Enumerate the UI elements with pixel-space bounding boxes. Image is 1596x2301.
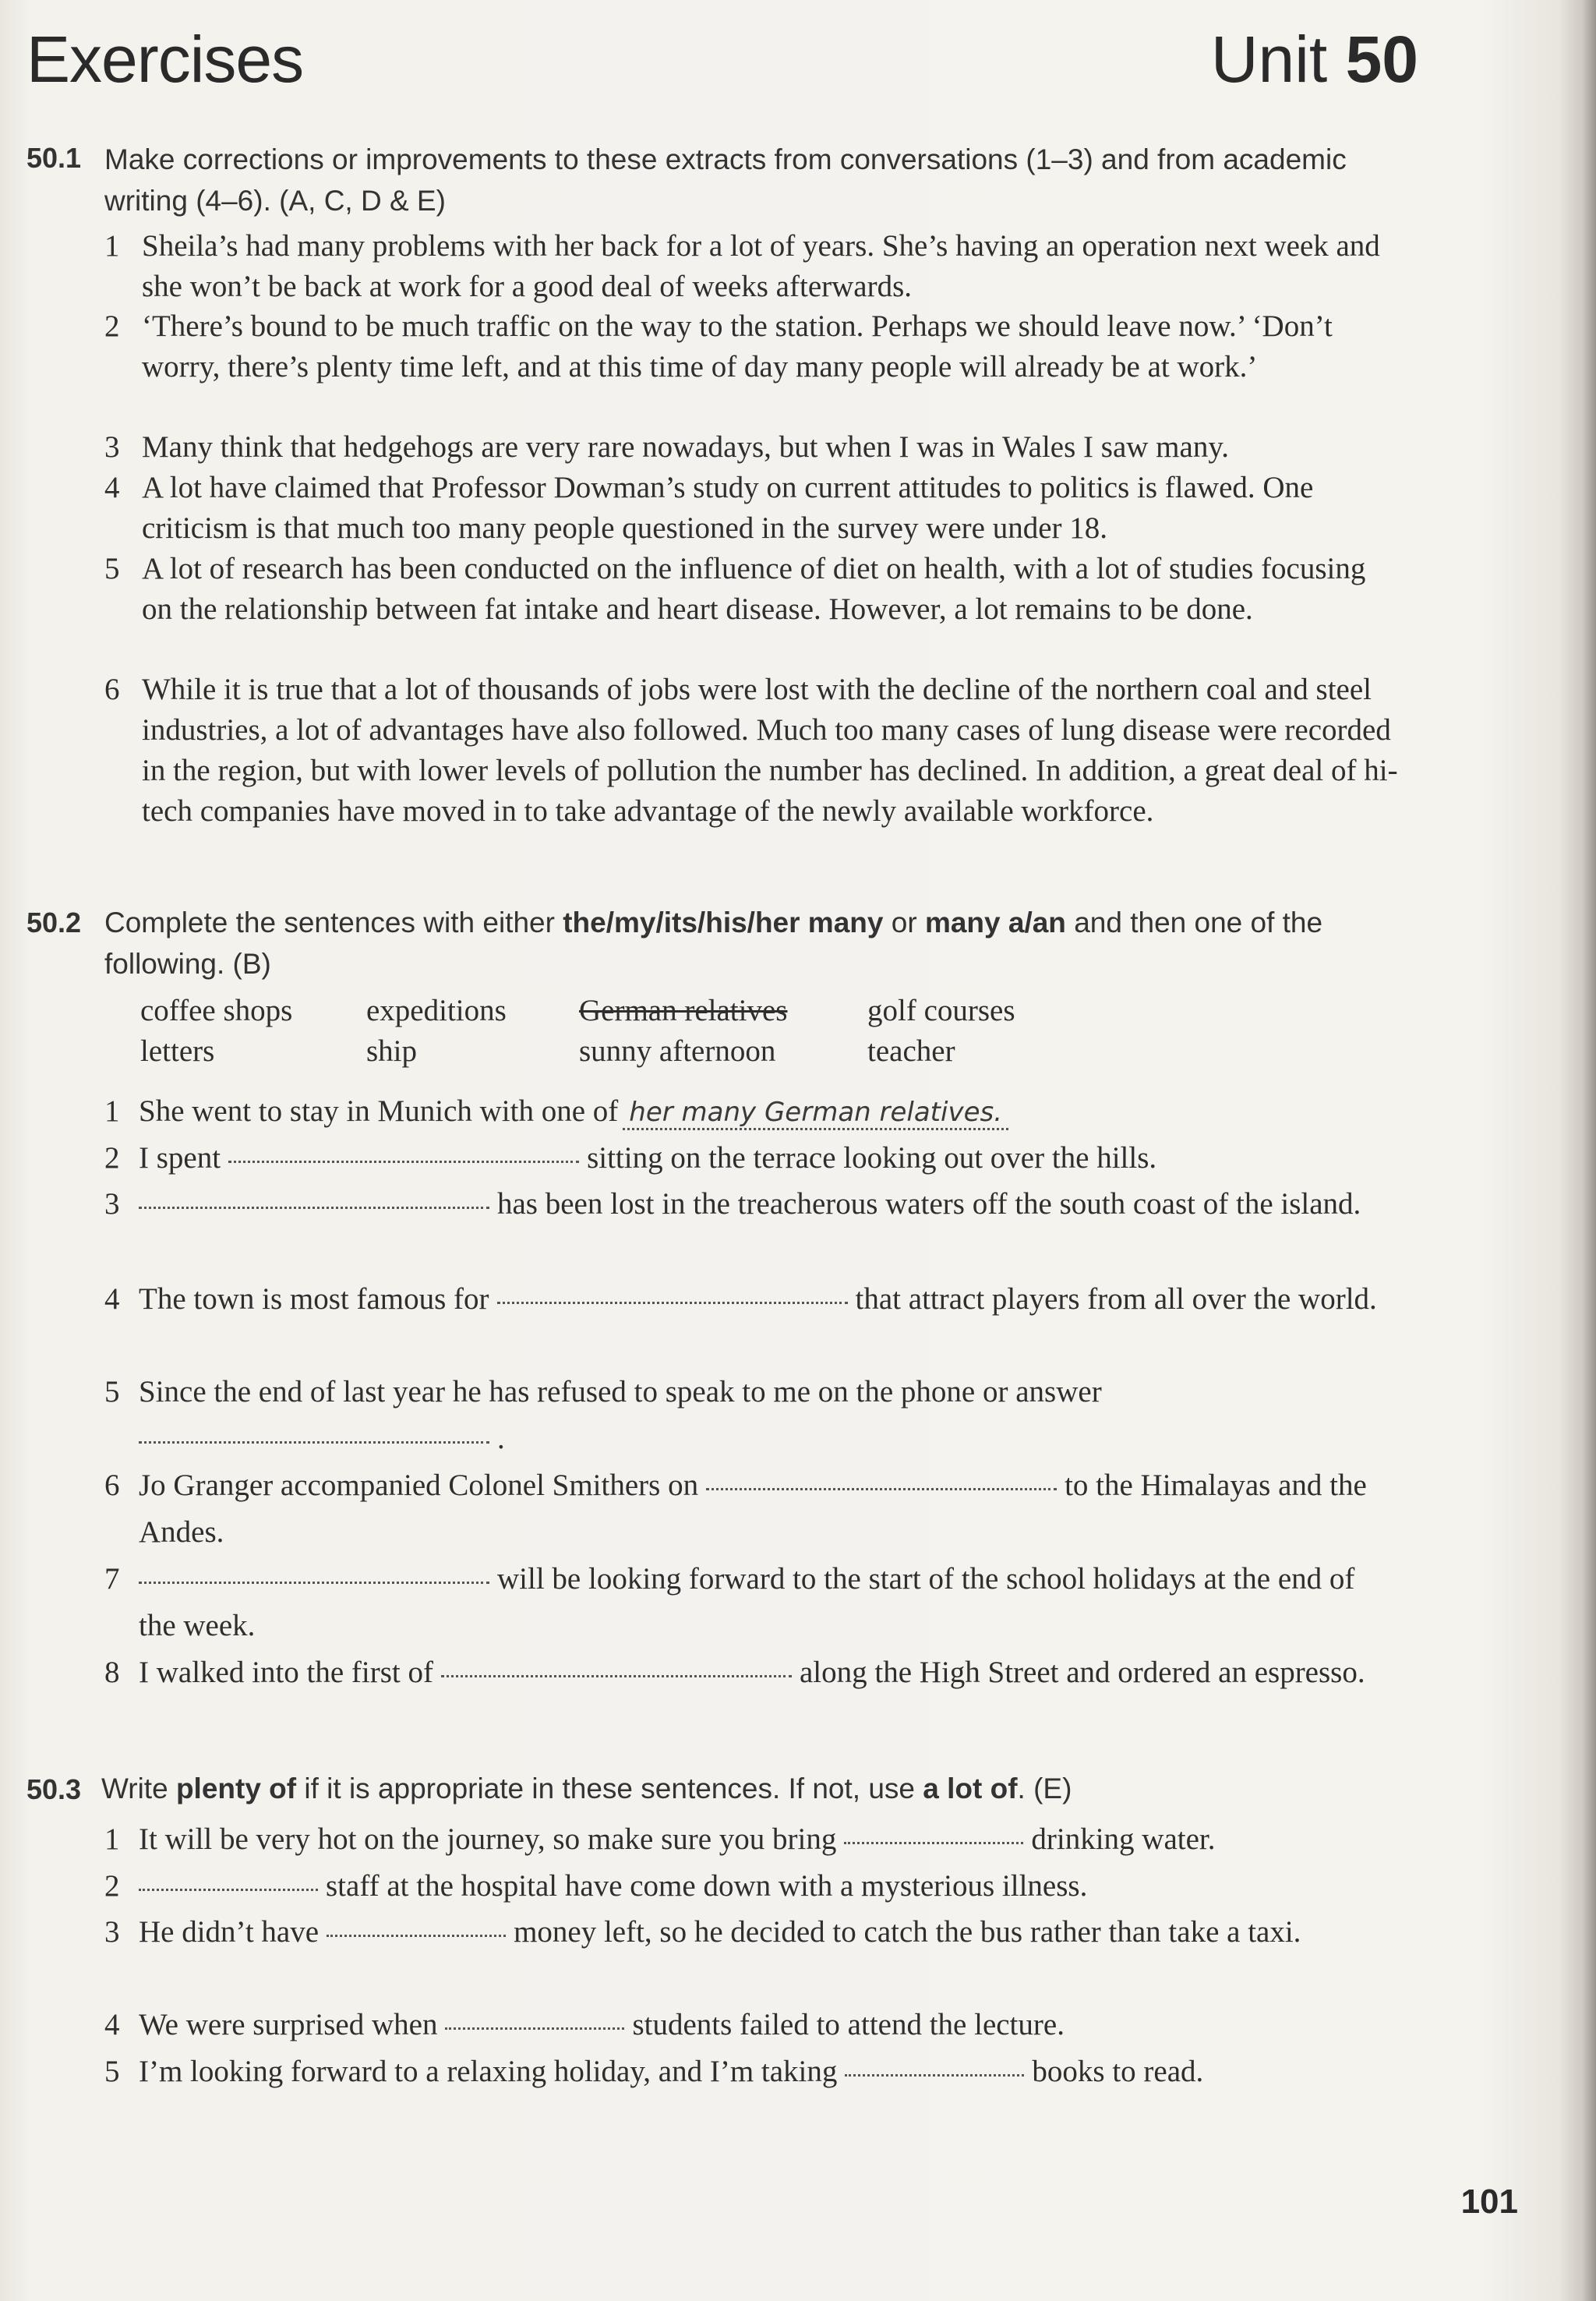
item-text: will be looking forward to the start of the school holidays at the end of the week. bbox=[139, 1562, 1355, 1642]
item-text: I’m looking forward to a relaxing holiday, and I’m taking bbox=[139, 2055, 838, 2088]
item-text: sitting on the terrace looking out over the hills. bbox=[587, 1141, 1157, 1175]
item-text: Sheila’s had many problems with her back for a lot of years. She’s having an operation next week and she won’t be back at work for a good deal of weeks afterwards. bbox=[142, 229, 1380, 303]
answer-blank[interactable] bbox=[845, 2074, 1024, 2077]
instruction-text: . (E) bbox=[1017, 1773, 1072, 1804]
list-item bbox=[104, 427, 1398, 468]
exercise-number: 50.3 bbox=[26, 1773, 82, 1805]
page-number: 101 bbox=[1460, 2183, 1518, 2221]
item-text: The town is most famous for bbox=[139, 1282, 489, 1316]
item-text: that attract players from all over the world. bbox=[855, 1282, 1377, 1316]
exercise-number: 50.2 bbox=[26, 907, 82, 938]
instruction-text: or bbox=[883, 907, 925, 938]
item-number: 4 bbox=[104, 1282, 120, 1316]
item-text: books to read. bbox=[1032, 2055, 1204, 2088]
word-option: ship bbox=[366, 1034, 418, 1068]
instruction-keyword: many a/an bbox=[924, 907, 1066, 938]
answer-blank[interactable] bbox=[139, 1207, 489, 1209]
item-text: drinking water. bbox=[1031, 1822, 1216, 1856]
item-number: 5 bbox=[104, 1375, 120, 1409]
list-item bbox=[104, 306, 1398, 387]
instruction-text: Complete the sentences with either bbox=[104, 907, 563, 938]
list-item bbox=[104, 1556, 1398, 1649]
item-number: 3 bbox=[104, 1915, 120, 1949]
word-option: sunny afternoon bbox=[579, 1034, 776, 1068]
item-text: It will be very hot on the journey, so make sure you bring bbox=[139, 1822, 837, 1856]
item-number: 5 bbox=[104, 552, 120, 585]
word-option: coffee shops bbox=[140, 994, 293, 1027]
word-option: letters bbox=[140, 1034, 215, 1068]
item-number: 2 bbox=[104, 1141, 120, 1175]
answer-blank[interactable] bbox=[139, 1582, 489, 1584]
item-text: students failed to attend the lecture. bbox=[632, 2008, 1065, 2041]
answer-blank[interactable] bbox=[445, 2027, 624, 2030]
list-item bbox=[104, 468, 1398, 549]
list-item bbox=[104, 1863, 1398, 1910]
item-number: 1 bbox=[104, 1822, 120, 1856]
instruction-text: and then one of the following. (B) bbox=[104, 907, 1323, 980]
item-number: 1 bbox=[104, 1094, 120, 1128]
item-number: 8 bbox=[104, 1656, 120, 1689]
list-item bbox=[104, 2002, 1398, 2048]
exercise-instruction bbox=[101, 1768, 1411, 1809]
list-item bbox=[104, 2048, 1398, 2095]
list-item bbox=[104, 1649, 1398, 1696]
item-number: 5 bbox=[104, 2055, 120, 2088]
list-item bbox=[104, 549, 1398, 630]
item-number: 3 bbox=[104, 430, 120, 464]
item-number: 3 bbox=[104, 1187, 120, 1221]
answer-blank[interactable] bbox=[228, 1161, 579, 1163]
item-text: Many think that hedgehogs are very rare nowadays, but when I was in Wales I saw many. bbox=[142, 430, 1230, 464]
item-text: I walked into the first of bbox=[139, 1656, 433, 1689]
unit-number: 50 bbox=[1345, 23, 1418, 96]
instruction-keyword: the/my/its/his/her many bbox=[563, 907, 884, 938]
item-text: money left, so he decided to catch the bus rather than take a taxi. bbox=[514, 1915, 1301, 1949]
item-number: 2 bbox=[104, 1869, 120, 1903]
exercise-instruction: Make corrections or improvements to these extracts from conversations (1–3) and from academic writing (4–6). (A, C, D & E) bbox=[104, 143, 1347, 217]
list-item bbox=[104, 1135, 1398, 1182]
item-number: 4 bbox=[104, 471, 120, 504]
word-option: expeditions bbox=[366, 994, 507, 1027]
item-number: 7 bbox=[104, 1562, 120, 1596]
list-item bbox=[104, 1816, 1398, 1863]
answer-field[interactable]: her many German relatives. bbox=[623, 1097, 1008, 1130]
item-text: has been lost in the treacherous waters off the south coast of the island. bbox=[497, 1187, 1361, 1221]
item-text: ‘There’s bound to be much traffic on the way to the station. Perhaps we should leave now.’ ‘Don’t worry, there’s plenty time left, and at this time of day many people will already be at work.’ bbox=[142, 309, 1333, 384]
unit-label: Unit bbox=[1210, 23, 1328, 96]
answer-blank[interactable] bbox=[327, 1935, 506, 1937]
word-option: teacher bbox=[867, 1034, 955, 1068]
item-text: He didn’t have bbox=[139, 1915, 320, 1949]
item-text: . bbox=[497, 1422, 505, 1455]
item-text: While it is true that a lot of thousands of jobs were lost with the decline of the northern coal and steel industries, a lot of advantages have also followed. Much too many cases of lung disease were recorded in the region, but with lower levels of pollution the number has declined. In addition, a great deal of hi-tech companies have moved in to take advantage of the newly available workforce. bbox=[142, 673, 1398, 828]
item-number: 1 bbox=[104, 229, 120, 263]
word-option-crossed-out: German relatives bbox=[579, 994, 788, 1027]
unit-heading bbox=[1211, 22, 1418, 97]
item-text: Since the end of last year he has refused to speak to me on the phone or answer bbox=[139, 1375, 1102, 1409]
list-item bbox=[104, 1181, 1398, 1228]
item-number: 4 bbox=[104, 2008, 120, 2041]
item-number: 6 bbox=[104, 1469, 120, 1502]
instruction-text: Write bbox=[101, 1773, 176, 1804]
list-item bbox=[104, 1276, 1398, 1323]
page-title: Exercises bbox=[26, 23, 304, 96]
list-item bbox=[104, 1462, 1398, 1556]
instruction-text: if it is appropriate in these sentences. If not, use bbox=[296, 1773, 923, 1804]
list-item bbox=[104, 1909, 1398, 1956]
list-item bbox=[104, 1088, 1398, 1135]
answer-blank[interactable] bbox=[844, 1842, 1023, 1844]
item-number: 6 bbox=[104, 673, 120, 706]
item-text: She went to stay in Munich with one of bbox=[139, 1094, 619, 1128]
item-text: staff at the hospital have come down with a mysterious illness. bbox=[326, 1869, 1088, 1903]
item-number: 2 bbox=[104, 309, 120, 343]
item-text: A lot have claimed that Professor Dowman’s study on current attitudes to politics is flawed. One criticism is that much too many people questioned in the survey were under 18. bbox=[142, 471, 1314, 545]
answer-blank[interactable] bbox=[139, 1889, 318, 1891]
exercise-number: 50.1 bbox=[26, 142, 82, 174]
answer-blank[interactable] bbox=[706, 1488, 1057, 1490]
item-text: We were surprised when bbox=[139, 2008, 438, 2041]
item-text: A lot of research has been conducted on the influence of diet on health, with a lot of studies focusing on the relationship between fat intake and heart disease. However, a lot remains to be done. bbox=[142, 552, 1366, 626]
answer-blank[interactable] bbox=[441, 1675, 792, 1677]
instruction-keyword: a lot of bbox=[923, 1773, 1018, 1804]
item-text: along the High Street and ordered an espresso. bbox=[799, 1656, 1365, 1689]
list-item bbox=[104, 670, 1398, 832]
instruction-keyword: plenty of bbox=[175, 1773, 297, 1804]
answer-blank[interactable] bbox=[139, 1441, 489, 1444]
item-text: Jo Granger accompanied Colonel Smithers on bbox=[139, 1469, 699, 1502]
item-text: to the Himalayas and the Andes. bbox=[139, 1469, 1367, 1549]
item-text: I spent bbox=[139, 1141, 221, 1175]
list-item bbox=[104, 226, 1398, 307]
word-option: golf courses bbox=[867, 994, 1015, 1027]
exercise-instruction bbox=[104, 902, 1414, 984]
list-item bbox=[104, 1369, 1398, 1462]
answer-blank[interactable] bbox=[497, 1302, 848, 1304]
